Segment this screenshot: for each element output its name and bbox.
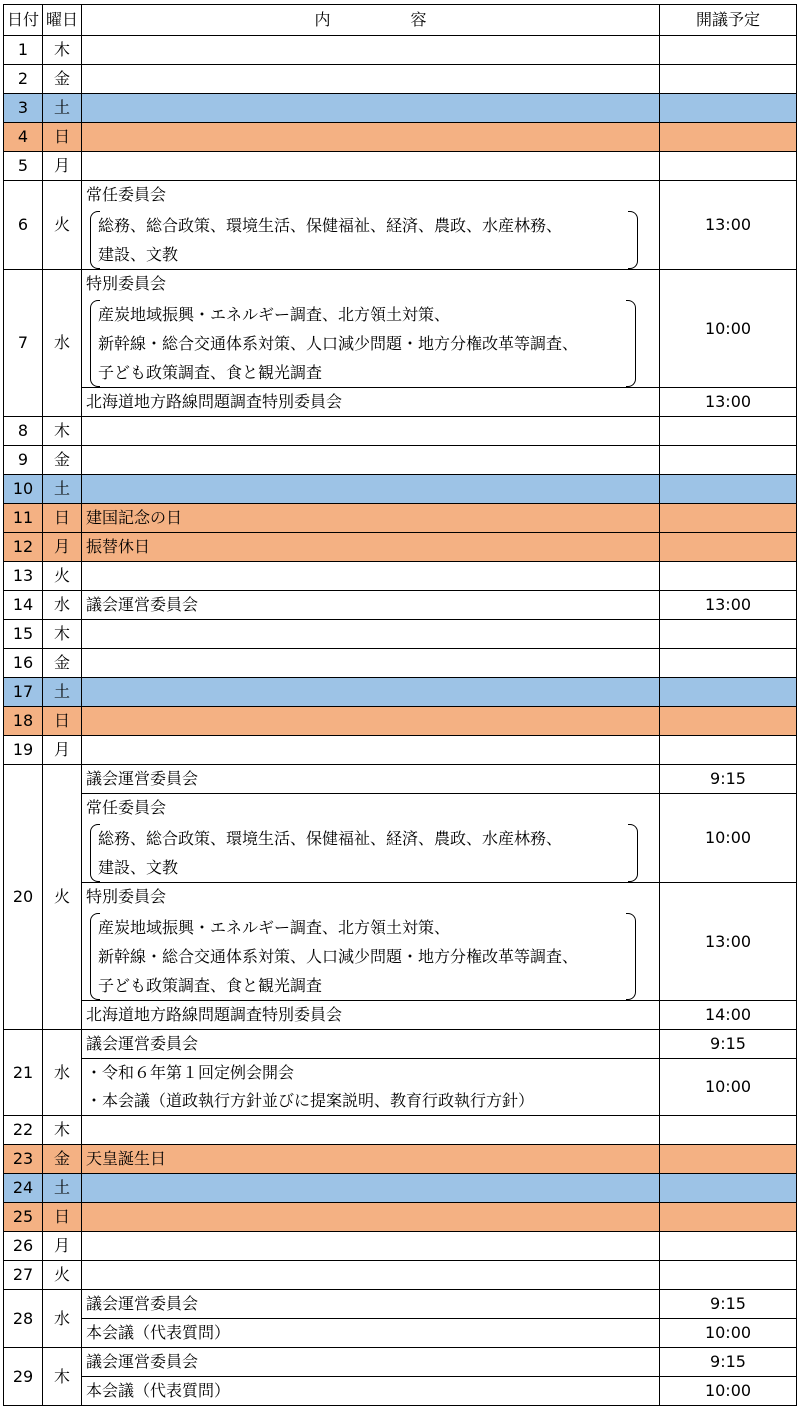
weekday-cell: 金	[43, 1145, 82, 1174]
weekday-cell: 日	[43, 707, 82, 736]
weekday-cell: 水	[43, 1290, 82, 1348]
committee-title: 特別委員会	[86, 274, 167, 293]
table-row	[4, 765, 797, 794]
table-row	[4, 417, 797, 446]
table-row	[4, 1116, 797, 1145]
date-cell: 24	[4, 1174, 43, 1203]
content-cell: 天皇誕生日	[82, 1145, 660, 1174]
date-cell: 1	[4, 36, 43, 65]
time-cell: 9:15	[660, 1290, 797, 1319]
weekday-cell: 水	[43, 1030, 82, 1116]
content-cell: 議会運営委員会	[82, 591, 660, 620]
table-row	[4, 388, 797, 417]
table-row	[4, 620, 797, 649]
committee-list-line: 子ども政策調査、食と観光調査	[98, 976, 323, 995]
time-cell	[660, 1116, 797, 1145]
content-cell	[82, 1116, 660, 1145]
date-cell: 29	[4, 1348, 43, 1406]
date-cell: 9	[4, 446, 43, 475]
content-cell: 議会運営委員会	[82, 1290, 660, 1319]
time-cell	[660, 678, 797, 707]
content-cell: 本会議（代表質問）	[82, 1377, 660, 1406]
table-row	[4, 1232, 797, 1261]
committee-list-line: 産炭地域振興・エネルギー調査、北方領土対策、	[98, 305, 451, 324]
table-row-saturday	[4, 1174, 797, 1203]
date-cell: 22	[4, 1116, 43, 1145]
time-cell: 9:15	[660, 1030, 797, 1059]
time-cell: 9:15	[660, 765, 797, 794]
committee-list-line: 総務、総合政策、環境生活、保健福祉、経済、農政、水産林務、	[98, 216, 563, 235]
content-cell	[82, 270, 660, 388]
content-cell	[82, 94, 660, 123]
date-cell: 13	[4, 562, 43, 591]
content-cell: 建国記念の日	[82, 504, 660, 533]
time-cell: 13:00	[660, 883, 797, 1001]
weekday-cell: 火	[43, 765, 82, 1030]
date-cell: 19	[4, 736, 43, 765]
time-cell	[660, 475, 797, 504]
agenda-line: ・令和６年第１回定例会開会	[86, 1063, 295, 1082]
time-cell	[660, 123, 797, 152]
table-row	[4, 65, 797, 94]
date-cell: 8	[4, 417, 43, 446]
committee-title: 常任委員会	[86, 798, 167, 817]
time-cell: 10:00	[660, 1059, 797, 1116]
committee-title: 常任委員会	[86, 185, 167, 204]
table-row-holiday	[4, 533, 797, 562]
weekday-cell: 土	[43, 678, 82, 707]
time-cell: 10:00	[660, 1377, 797, 1406]
committee-list-line: 子ども政策調査、食と観光調査	[98, 363, 323, 382]
time-cell	[660, 446, 797, 475]
table-row	[4, 1030, 797, 1059]
date-cell: 11	[4, 504, 43, 533]
date-cell: 21	[4, 1030, 43, 1116]
table-row	[4, 562, 797, 591]
weekday-cell: 木	[43, 417, 82, 446]
header-content: 内 容	[82, 5, 660, 36]
content-cell	[82, 475, 660, 504]
table-row	[4, 649, 797, 678]
table-row	[4, 1261, 797, 1290]
weekday-cell: 日	[43, 504, 82, 533]
date-cell: 3	[4, 94, 43, 123]
schedule-table	[3, 4, 797, 1406]
table-row	[4, 883, 797, 1001]
date-cell: 4	[4, 123, 43, 152]
committee-list	[92, 211, 638, 269]
time-cell: 14:00	[660, 1001, 797, 1030]
content-cell	[82, 123, 660, 152]
date-cell: 14	[4, 591, 43, 620]
time-cell	[660, 94, 797, 123]
weekday-cell: 木	[43, 620, 82, 649]
date-cell: 18	[4, 707, 43, 736]
content-cell	[82, 417, 660, 446]
content-cell	[82, 794, 660, 883]
header-weekday: 曜日	[43, 5, 82, 36]
table-row-saturday	[4, 678, 797, 707]
table-row	[4, 1001, 797, 1030]
table-row-saturday	[4, 94, 797, 123]
content-cell	[82, 649, 660, 678]
time-cell	[660, 1174, 797, 1203]
time-cell	[660, 707, 797, 736]
table-row	[4, 1319, 797, 1348]
content-cell	[82, 181, 660, 270]
date-cell: 20	[4, 765, 43, 1030]
table-row	[4, 1059, 797, 1116]
time-cell: 13:00	[660, 591, 797, 620]
date-cell: 7	[4, 270, 43, 417]
weekday-cell: 土	[43, 94, 82, 123]
committee-list-line: 産炭地域振興・エネルギー調査、北方領土対策、	[98, 918, 451, 937]
date-cell: 17	[4, 678, 43, 707]
committee-list-line: 総務、総合政策、環境生活、保健福祉、経済、農政、水産林務、	[98, 829, 563, 848]
committee-list-line: 新幹線・総合交通体系対策、人口減少問題・地方分権改革等調査、	[98, 947, 579, 966]
time-cell	[660, 533, 797, 562]
committee-list	[92, 824, 638, 882]
table-row	[4, 36, 797, 65]
time-cell	[660, 649, 797, 678]
time-cell	[660, 736, 797, 765]
date-cell: 16	[4, 649, 43, 678]
date-cell: 6	[4, 181, 43, 270]
weekday-cell: 月	[43, 152, 82, 181]
committee-list-line: 建設、文教	[98, 245, 179, 264]
content-cell: 北海道地方路線問題調査特別委員会	[82, 388, 660, 417]
header-date: 日付	[4, 5, 43, 36]
table-row-holiday	[4, 707, 797, 736]
date-cell: 28	[4, 1290, 43, 1348]
content-cell: 振替休日	[82, 533, 660, 562]
content-cell	[82, 1232, 660, 1261]
weekday-cell: 木	[43, 1348, 82, 1406]
table-row-saturday	[4, 475, 797, 504]
time-cell	[660, 152, 797, 181]
weekday-cell: 木	[43, 36, 82, 65]
content-cell	[82, 446, 660, 475]
time-cell	[660, 1145, 797, 1174]
time-cell	[660, 65, 797, 94]
table-row	[4, 1290, 797, 1319]
content-cell	[82, 678, 660, 707]
table-row	[4, 152, 797, 181]
weekday-cell: 金	[43, 446, 82, 475]
content-cell	[82, 620, 660, 649]
content-cell	[82, 883, 660, 1001]
table-row-holiday	[4, 1203, 797, 1232]
date-cell: 10	[4, 475, 43, 504]
content-cell	[82, 65, 660, 94]
weekday-cell: 月	[43, 1232, 82, 1261]
table-row	[4, 1377, 797, 1406]
content-cell: 議会運営委員会	[82, 765, 660, 794]
time-cell	[660, 1203, 797, 1232]
content-cell	[82, 36, 660, 65]
time-cell	[660, 1232, 797, 1261]
date-cell: 25	[4, 1203, 43, 1232]
weekday-cell: 火	[43, 1261, 82, 1290]
content-cell	[82, 736, 660, 765]
weekday-cell: 金	[43, 649, 82, 678]
table-row	[4, 181, 797, 270]
content-cell	[82, 1203, 660, 1232]
time-cell	[660, 504, 797, 533]
content-cell	[82, 1059, 660, 1116]
date-cell: 26	[4, 1232, 43, 1261]
header-time: 開議予定	[660, 5, 797, 36]
header-row	[4, 5, 797, 36]
agenda-line: ・本会議（道政執行方針並びに提案説明、教育行政執行方針）	[86, 1091, 535, 1110]
table-row	[4, 736, 797, 765]
content-cell: 議会運営委員会	[82, 1348, 660, 1377]
committee-list-line: 新幹線・総合交通体系対策、人口減少問題・地方分権改革等調査、	[98, 334, 579, 353]
content-cell	[82, 1174, 660, 1203]
time-cell	[660, 1261, 797, 1290]
weekday-cell: 土	[43, 1174, 82, 1203]
committee-list	[92, 300, 636, 387]
content-cell: 本会議（代表質問）	[82, 1319, 660, 1348]
content-cell: 議会運営委員会	[82, 1030, 660, 1059]
table-row	[4, 1348, 797, 1377]
time-cell: 10:00	[660, 1319, 797, 1348]
table-row	[4, 591, 797, 620]
table-row-holiday	[4, 504, 797, 533]
time-cell: 10:00	[660, 270, 797, 388]
date-cell: 5	[4, 152, 43, 181]
date-cell: 2	[4, 65, 43, 94]
weekday-cell: 日	[43, 123, 82, 152]
date-cell: 27	[4, 1261, 43, 1290]
time-cell: 13:00	[660, 388, 797, 417]
content-cell: 北海道地方路線問題調査特別委員会	[82, 1001, 660, 1030]
table-row-holiday	[4, 123, 797, 152]
table-row	[4, 270, 797, 388]
table-row	[4, 794, 797, 883]
committee-list-line: 建設、文教	[98, 858, 179, 877]
date-cell: 12	[4, 533, 43, 562]
time-cell	[660, 562, 797, 591]
weekday-cell: 月	[43, 736, 82, 765]
weekday-cell: 水	[43, 591, 82, 620]
weekday-cell: 木	[43, 1116, 82, 1145]
weekday-cell: 土	[43, 475, 82, 504]
time-cell: 9:15	[660, 1348, 797, 1377]
table-row	[4, 446, 797, 475]
time-cell	[660, 620, 797, 649]
weekday-cell: 日	[43, 1203, 82, 1232]
committee-title: 特別委員会	[86, 887, 167, 906]
weekday-cell: 火	[43, 181, 82, 270]
content-cell	[82, 152, 660, 181]
weekday-cell: 金	[43, 65, 82, 94]
time-cell: 13:00	[660, 181, 797, 270]
weekday-cell: 火	[43, 562, 82, 591]
time-cell	[660, 417, 797, 446]
weekday-cell: 水	[43, 270, 82, 417]
committee-list	[92, 913, 636, 1000]
date-cell: 15	[4, 620, 43, 649]
content-cell	[82, 1261, 660, 1290]
weekday-cell: 月	[43, 533, 82, 562]
time-cell	[660, 36, 797, 65]
date-cell: 23	[4, 1145, 43, 1174]
time-cell: 10:00	[660, 794, 797, 883]
table-row-holiday	[4, 1145, 797, 1174]
content-cell	[82, 562, 660, 591]
content-cell	[82, 707, 660, 736]
